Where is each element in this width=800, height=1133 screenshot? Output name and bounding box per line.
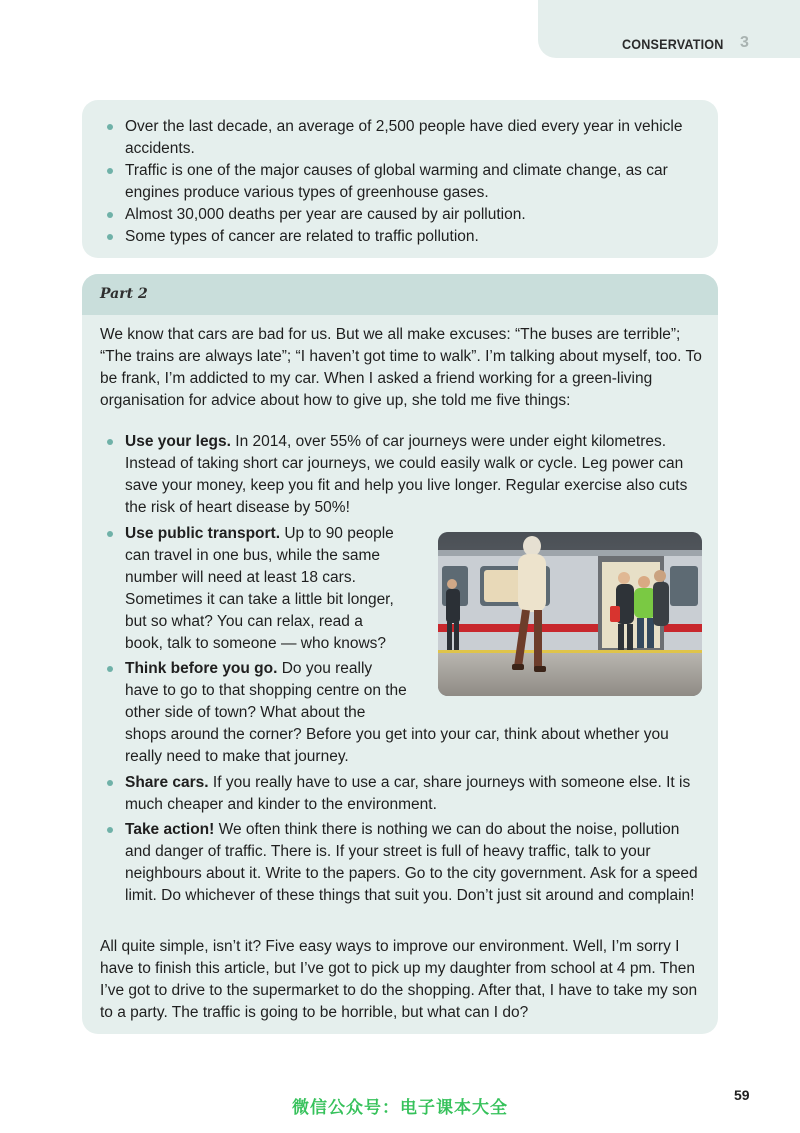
facts-list xyxy=(104,116,704,248)
tip-text: In 2014, over 55% of car journeys were under eight kilometres. Instead of taking short car journeys, we could easily walk or cycle. Leg power can save your money, keep you fit and help you live longer. Regular exercise also cuts the risk of heart disease by 50%! xyxy=(125,433,688,516)
bullet-icon xyxy=(107,666,113,672)
intro-paragraph: We know that cars are bad for us. But we all make excuses: “The buses are terrible”; “The trains are always late”; “I haven’t got time to walk”. I’m talking about myself, too. To be frank, I’m addicted to my car. When I asked a friend working for a green-living organisation for advice about how to give up, she told me five things: xyxy=(100,326,702,409)
bullet-icon xyxy=(107,780,113,786)
tip-item xyxy=(104,819,709,907)
fact-text: Some types of cancer are related to traffic pollution. xyxy=(125,228,479,245)
unit-number: 3 xyxy=(740,34,749,51)
tip-item xyxy=(104,523,395,655)
tip-title: Share cars. xyxy=(125,774,209,791)
unit-title: CONSERVATION xyxy=(622,36,724,52)
tip-title: Use your legs. xyxy=(125,433,231,450)
fact-item xyxy=(104,116,704,160)
bullet-icon xyxy=(107,234,113,240)
bullet-icon xyxy=(107,168,113,174)
tip-title: Think before you go. xyxy=(125,660,278,677)
page-number: 59 xyxy=(734,1087,750,1103)
part2-header xyxy=(82,274,718,315)
bullet-icon xyxy=(107,827,113,833)
tip-title: Use public transport. xyxy=(125,525,281,542)
fact-item xyxy=(104,226,704,248)
wechat-footer-text: 微信公众号：电子课本大全 xyxy=(292,1098,508,1118)
tip-item xyxy=(104,431,709,519)
fact-item xyxy=(104,204,704,226)
fact-item xyxy=(104,160,704,204)
facts-box xyxy=(82,100,718,258)
tip-title: Take action! xyxy=(125,821,215,838)
tip-text: Up to 90 people can travel in one bus, while the same number will need at least 18 cars. Sometimes it can take a little bit longer, but so what? You can relax, read a book, talk to someone — who knows? xyxy=(125,525,394,652)
tip-item xyxy=(104,772,709,816)
fact-text: Over the last decade, an average of 2,500 people have died every year in vehicle accidents. xyxy=(125,118,683,157)
tip-text: If you really have to use a car, share journeys with someone else. It is much cheaper and kinder to the environment. xyxy=(125,774,691,813)
bullet-icon xyxy=(107,531,113,537)
closing-paragraph: All quite simple, isn’t it? Five easy ways to improve our environment. Well, I’m sorry I have to finish this article, but I’ve got to pick up my daughter from school at 4 pm. Then I’ve got to drive to the supermarket to do the shopping. After that, I have to take my son to a party. The traffic is going to be horrible, but what can I do? xyxy=(100,938,698,1021)
tip-text: We often think there is nothing we can do about the noise, pollution and danger of traffic. There is. If your street is full of heavy traffic, talk to your neighbours about it. Write to the papers. Go to the city government. Ask for a speed limit. Do whichever of these things that suit you. Don’t just sit around and complain! xyxy=(125,821,698,904)
bullet-icon xyxy=(107,124,113,130)
bullet-icon xyxy=(107,212,113,218)
bullet-icon xyxy=(107,439,113,445)
metro-illustration xyxy=(438,532,702,696)
metro-photo xyxy=(438,532,702,696)
part2-label: Part 2 xyxy=(100,286,148,302)
fact-text: Almost 30,000 deaths per year are caused by air pollution. xyxy=(125,206,526,223)
tip-text: Do you really have to go to that shopping centre on the other side of town? What about the shops around the corner? Before you get into your car, think about whether you really need to make that journey. xyxy=(125,660,669,765)
part2-box xyxy=(82,274,718,1034)
fact-text: Traffic is one of the major causes of global warming and climate change, as car engines produce various types of greenhouse gases. xyxy=(125,162,668,201)
